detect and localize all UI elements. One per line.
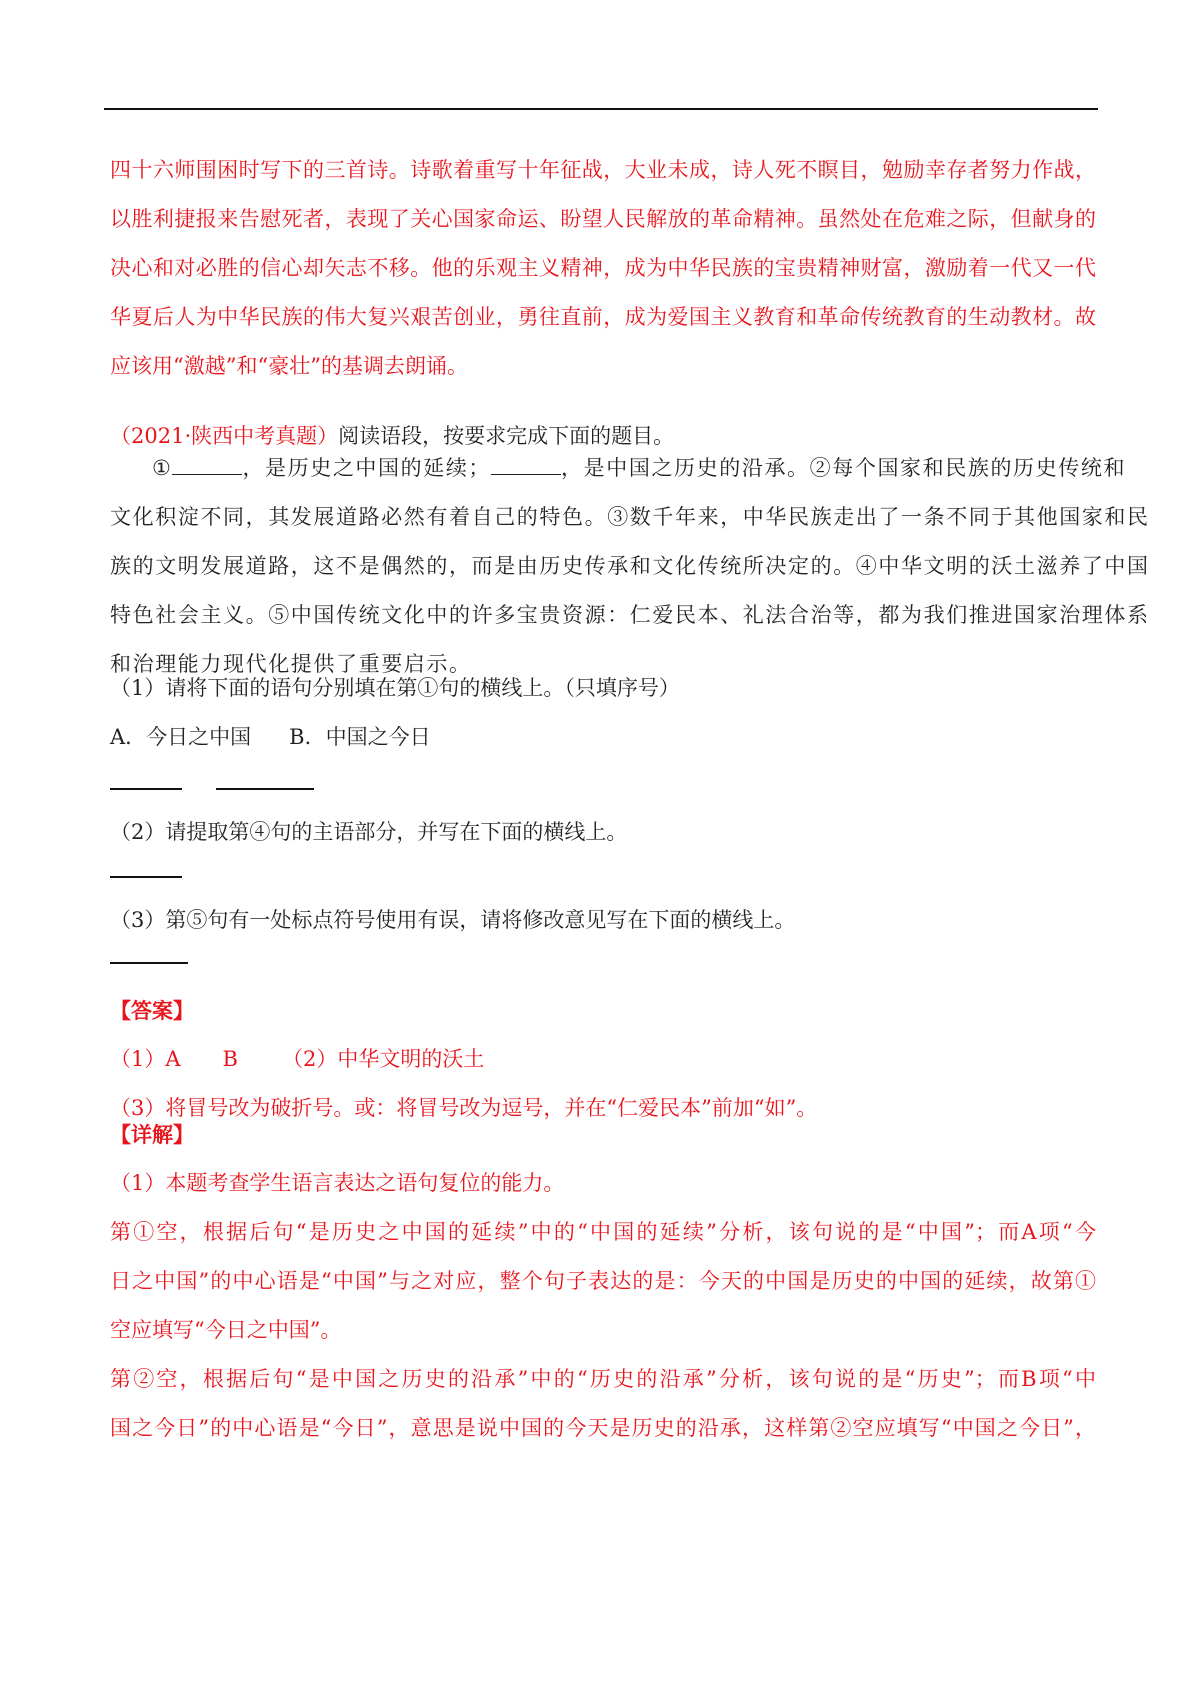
- question-2-text: （2）请提取第④句的主语部分，并写在下面的横线上。: [110, 820, 628, 844]
- option-b: B．中国之今日: [289, 725, 431, 749]
- sub-question-3: [110, 896, 1096, 945]
- passage-line: 和治理能力现代化提供了重要启示。: [110, 652, 472, 676]
- answer-line-1a[interactable]: [110, 788, 182, 790]
- question-3-text: （3）第⑤句有一处标点符号使用有误，请将修改意见写在下面的横线上。: [110, 908, 796, 932]
- sub-question-2: [110, 808, 1096, 857]
- blank-1[interactable]: [172, 456, 242, 475]
- answer-line: （3）将冒号改为破折号。或：将冒号改为逗号，并在“仁爱民本”前加“如”。: [110, 1096, 818, 1120]
- question-source: （2021·陕西中考真题）: [110, 424, 339, 448]
- header-rule: [104, 108, 1098, 110]
- text-line: 以胜利捷报来告慰死者，表现了关心国家命运、盼望人民解放的革命精神。虽然处在危难之际，但献身的: [110, 207, 1096, 231]
- analysis-section: [110, 1110, 1096, 1453]
- passage-line: 族的文明发展道路，这不是偶然的，而是由历史传承和文化传统所决定的。④中华文明的沃土滋养了中国: [110, 554, 1150, 578]
- analysis-line: 日之中国”的中心语是“中国”与之对应，整个句子表达的是：今天的中国是历史的中国的延续，故第①: [110, 1269, 1096, 1293]
- passage-line: ① ，是历史之中国的延续； ，是中国之历史的沿承。②每个国家和民族的历史传统和: [152, 456, 1127, 480]
- text-line: 华夏后人为中华民族的伟大复兴艰苦创业，勇往直前，成为爱国主义教育和革命传统教育的生动教材。故: [110, 305, 1096, 329]
- answer-line: （1）A B （2）中华文明的沃土: [110, 1047, 485, 1071]
- reading-passage: [110, 444, 1150, 689]
- analysis-label: 【详解】: [110, 1122, 194, 1147]
- passage-line: 文化积淀不同，其发展道路必然有着自己的特色。③数千年来，中华民族走出了一条不同于其他国家和民: [110, 505, 1150, 529]
- text-line: 应该用“激越”和“豪壮”的基调去朗诵。: [110, 354, 468, 378]
- analysis-line: （1）本题考查学生语言表达之语句复位的能力。: [110, 1171, 565, 1195]
- explanation-paragraph: [110, 146, 1096, 391]
- analysis-line: 第①空，根据后句“是历史之中国的延续”中的“中国的延续”分析，该句说的是“中国”；而A项“今: [110, 1220, 1096, 1244]
- analysis-line: 国之今日”的中心语是“今日”，意思是说中国的今天是历史的沿承，这样第②空应填写“中国之今日”，: [110, 1416, 1096, 1440]
- text-line: 决心和对必胜的信心却矢志不移。他的乐观主义精神，成为中华民族的宝贵精神财富，激励着一代又一代: [110, 256, 1096, 280]
- answer-line-2[interactable]: [110, 876, 182, 878]
- blank-2[interactable]: [491, 456, 561, 475]
- question-intro: 阅读语段，按要求完成下面的题目。: [338, 424, 675, 448]
- answer-label: 【答案】: [110, 998, 194, 1023]
- analysis-line: 空应填写“今日之中国”。: [110, 1318, 342, 1342]
- answer-line-1b[interactable]: [216, 788, 314, 790]
- text-line: 四十六师围困时写下的三首诗。诗歌着重写十年征战，大业未成，诗人死不瞑目，勉励幸存者努力作战，: [110, 158, 1096, 182]
- question-1-options: [110, 713, 1096, 762]
- passage-line: 特色社会主义。⑤中国传统文化中的许多宝贵资源：仁爱民本、礼法合治等，都为我们推进国家治理体系: [110, 603, 1150, 627]
- analysis-line: 第②空，根据后句“是中国之历史的沿承”中的“历史的沿承”分析，该句说的是“历史”；而B项“中: [110, 1367, 1096, 1391]
- option-a: A．今日之中国: [110, 725, 252, 749]
- question-1-text: （1）请将下面的语句分别填在第①句的横线上。（只填序号）: [110, 676, 680, 700]
- answer-line-3[interactable]: [110, 962, 188, 964]
- sub-question-1: [110, 664, 1096, 762]
